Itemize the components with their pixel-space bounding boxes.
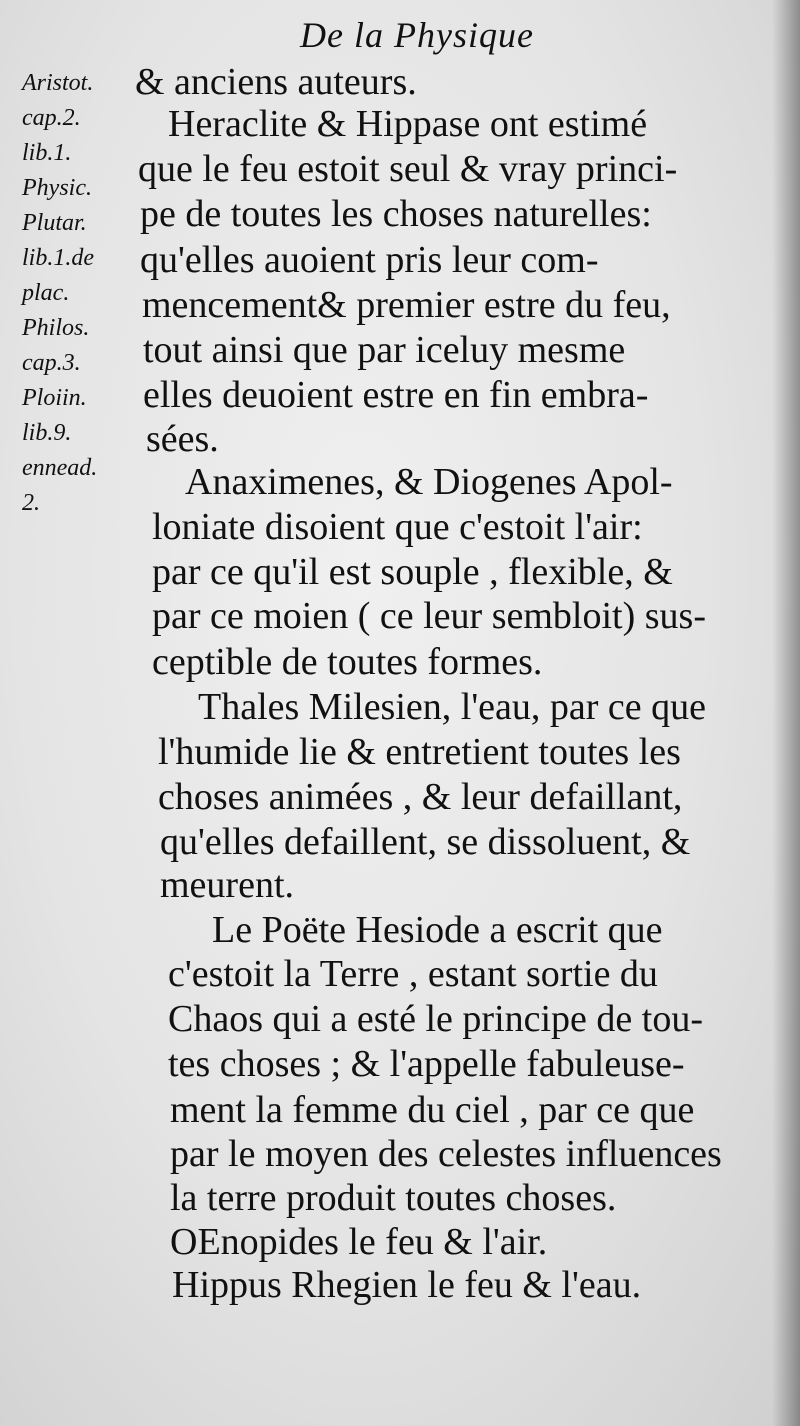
text-line: loniate disoient que c'estoit l'air:	[152, 506, 643, 548]
margin-note: lib.1.de	[22, 245, 94, 271]
margin-note: plac.	[22, 280, 70, 306]
text-line: c'estoit la Terre , estant sortie du	[168, 953, 658, 995]
margin-note: cap.2.	[22, 105, 81, 131]
text-line: Chaos qui a esté le principe de tou-	[168, 998, 704, 1040]
margin-note: Physic.	[22, 175, 92, 201]
margin-note: Ploiin.	[22, 385, 87, 411]
text-line: choses animées , & leur defaillant,	[158, 776, 683, 818]
text-line: pe de toutes les choses naturelles:	[140, 193, 652, 235]
text-line: elles deuoient estre en fin embra-	[143, 374, 649, 416]
text-line: l'humide lie & entretient toutes les	[158, 731, 681, 773]
text-line: & anciens auteurs.	[135, 61, 417, 103]
text-line: par le moyen des celestes influences	[170, 1133, 722, 1175]
text-line: par ce qu'il est souple , flexible, &	[152, 551, 673, 593]
text-line: Le Poëte Hesiode a escrit que	[212, 909, 663, 951]
text-line: tes choses ; & l'appelle fabuleuse-	[168, 1043, 685, 1085]
margin-note: cap.3.	[22, 350, 81, 376]
text-line: que le feu estoit seul & vray princi-	[138, 148, 678, 190]
margin-note: 2.	[22, 490, 40, 516]
text-line: ment la femme du ciel , par ce que	[170, 1089, 695, 1131]
text-line: Heraclite & Hippase ont estimé	[168, 103, 648, 145]
text-line: OEnopides le feu & l'air.	[170, 1221, 548, 1263]
margin-note: Philos.	[22, 315, 90, 341]
margin-note: lib.1.	[22, 140, 72, 166]
text-line: la terre produit toutes choses.	[170, 1177, 617, 1219]
running-header: De la Physique	[300, 15, 534, 55]
text-line: mencement& premier estre du feu,	[142, 284, 671, 326]
text-line: Hippus Rhegien le feu & l'eau.	[172, 1264, 642, 1306]
text-line: sées.	[146, 418, 219, 460]
margin-note: lib.9.	[22, 420, 72, 446]
margin-note: ennead.	[22, 455, 98, 481]
margin-note: Aristot.	[22, 70, 94, 96]
text-line: qu'elles defaillent, se dissoluent, &	[160, 821, 691, 863]
text-line: tout ainsi que par iceluy mesme	[143, 329, 626, 371]
text-line: par ce moien ( ce leur sembloit) sus-	[152, 595, 706, 637]
text-line: meurent.	[160, 864, 295, 906]
text-line: Anaximenes, & Diogenes Apol-	[185, 461, 673, 503]
text-line: ceptible de toutes formes.	[152, 641, 543, 683]
text-line: Thales Milesien, l'eau, par ce que	[198, 686, 707, 728]
margin-note: Plutar.	[22, 210, 87, 236]
text-line: qu'elles auoient pris leur com-	[140, 239, 599, 281]
